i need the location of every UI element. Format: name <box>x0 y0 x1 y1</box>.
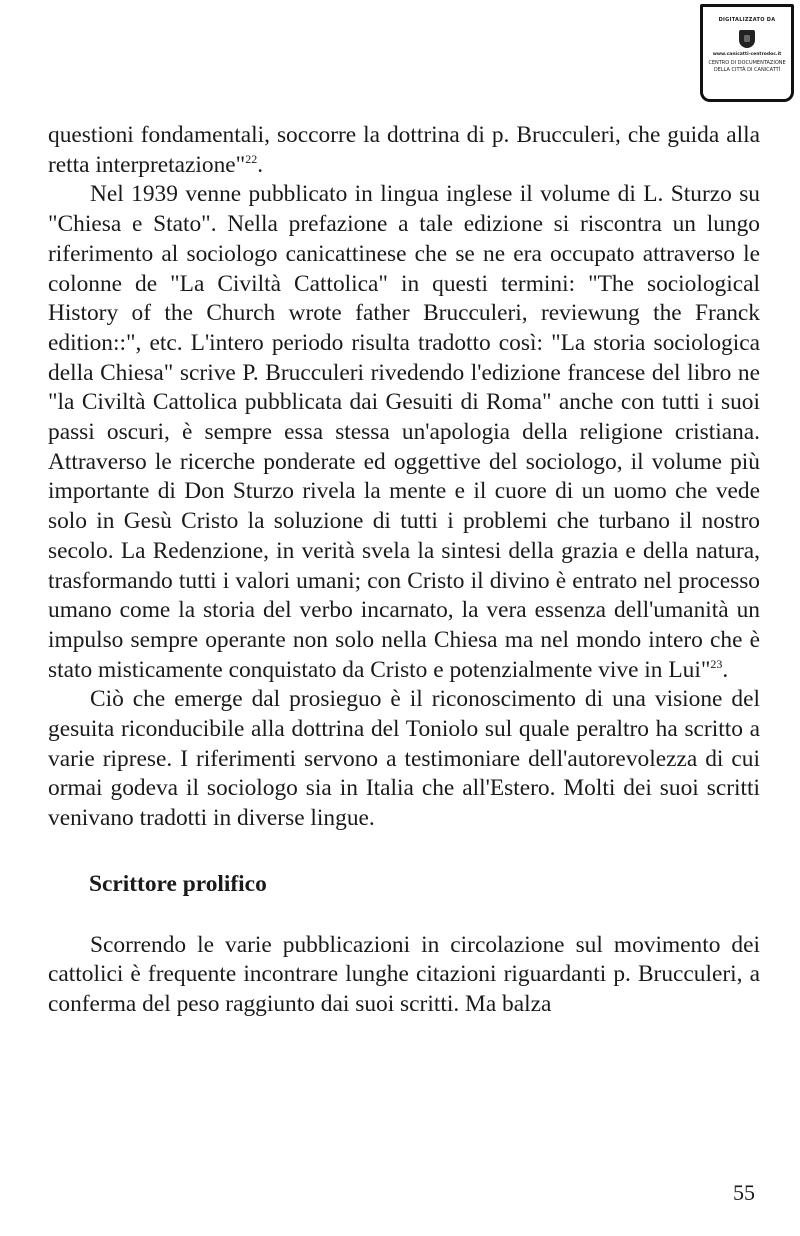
page-body <box>48 121 760 1020</box>
footnote-ref-23: 23 <box>710 656 723 671</box>
stamp-line-2: DELLA CITTÀ DI CANICATTÌ <box>713 67 781 73</box>
stamp-title: DIGITALIZZATO DA <box>718 17 776 23</box>
paragraph-sturzo <box>48 180 760 685</box>
digitization-stamp <box>700 4 794 102</box>
paragraph-continuation <box>48 121 760 180</box>
paragraph-end: . <box>257 151 264 178</box>
stamp-line-1: CENTRO DI DOCUMENTAZIONE <box>708 60 786 66</box>
section-heading: Scrittore prolifico <box>89 870 267 897</box>
footnote-ref-22: 22 <box>245 151 258 166</box>
paragraph-end: . <box>722 656 729 683</box>
coat-of-arms-icon <box>739 30 755 48</box>
page-number: 55 <box>733 1180 755 1205</box>
stamp-url: www.canicatti-centrodoc.it <box>712 52 782 57</box>
paragraph-toniolo: Ciò che emerge dal prosieguo è il riconoscimento di una visione del gesuita riconducibile alla dottrina del Toniolo sul quale peraltro ha scritto a varie riprese. I riferimenti servono a testimoniare dell'autorevolezza di cui ormai godeva il sociologo sia in Italia che all'Estero. Molti dei suoi scritti venivano tradotti in diverse lingue. <box>48 686 760 832</box>
paragraph-citations: Scorrendo le varie pubblicazioni in circolazione sul movimento dei cattolici è frequente incontrare lunghe citazioni riguardanti p. Brucculeri, a conferma del peso raggiunto dai suoi scritti. Ma balza <box>48 931 760 1017</box>
paragraph-text: Nel 1939 venne pubblicato in lingua inglese il volume di L. Sturzo su "Chiesa e Stato". Nella prefazione a tale edizione si riscontra un lungo riferimento al sociologo canicattinese che se ne era occupato attraverso le colonne de "La Civiltà Cattolica" in questi termini: "The sociological History of the Church wrote father Brucculeri, reviewung the Franck edition::", etc. L'intero periodo risulta tradotto così: "La storia sociologica della Chiesa" scrive P. Brucculeri rivedendo l'edizione francese del libro ne "la Civiltà Cattolica pubblicata dai Gesuiti di Roma" anche con tutti i suoi passi oscuri, è sempre essa stessa un'apologia della religione cristiana. Attraverso le ricerche ponderate ed oggettive del sociologo, il volume più importante di Don Sturzo rivela la mente e il cuore di un uomo che vede solo in Gesù Cristo la soluzione di tutti i problemi che turbano il nostro secolo. La Redenzione, in verità svela la sintesi della grazia e della natura, trasformando tutti i valori umani; con Cristo il divino è entrato nel processo umano come la storia del verbo incarnato, la vera essenza dell'umanità un impulso sempre operante non solo nella Chiesa ma nel mondo intero che è stato misticamente conquistato da Cristo e potenzialmente vive in Lui" <box>48 181 760 683</box>
paragraph-text: questioni fondamentali, soccorre la dottrina di p. Brucculeri, che guida alla retta interpretazione" <box>48 122 760 178</box>
